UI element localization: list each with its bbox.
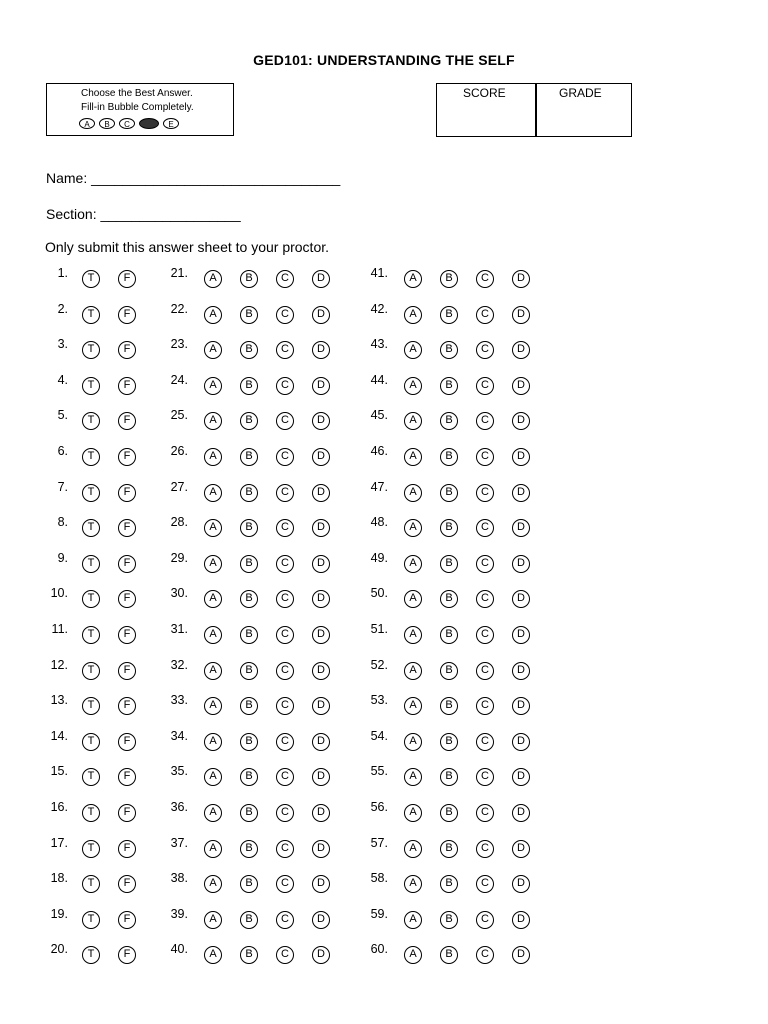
answer-bubble-52-d[interactable]: D: [512, 662, 530, 680]
answer-bubble-15-f[interactable]: F: [118, 768, 136, 786]
answer-bubble-16-t[interactable]: T: [82, 804, 100, 822]
question-number: 40.: [170, 942, 188, 957]
answer-bubble-24-d[interactable]: D: [312, 377, 330, 395]
answer-bubble-21-a[interactable]: A: [204, 270, 222, 288]
answer-bubble-27-a[interactable]: A: [204, 484, 222, 502]
answer-bubble-33-a[interactable]: A: [204, 697, 222, 715]
answer-bubble-59-c[interactable]: C: [476, 911, 494, 929]
answer-bubble-10-f[interactable]: F: [118, 590, 136, 608]
answer-bubble-54-b[interactable]: B: [440, 733, 458, 751]
answer-bubble-46-c[interactable]: C: [476, 448, 494, 466]
answer-bubble-56-d[interactable]: D: [512, 804, 530, 822]
answer-bubble-56-a[interactable]: A: [404, 804, 422, 822]
answer-bubble-33-b[interactable]: B: [240, 697, 258, 715]
answer-bubble-60-b[interactable]: B: [440, 946, 458, 964]
answer-bubble-18-t[interactable]: T: [82, 875, 100, 893]
answer-bubble-36-a[interactable]: A: [204, 804, 222, 822]
answer-bubble-52-c[interactable]: C: [476, 662, 494, 680]
answer-bubble-59-d[interactable]: D: [512, 911, 530, 929]
question-number: 30.: [170, 586, 188, 601]
example-bubble-d: [139, 118, 159, 129]
answer-bubble-26-a[interactable]: A: [204, 448, 222, 466]
answer-bubble-35-a[interactable]: A: [204, 768, 222, 786]
answer-bubble-38-c[interactable]: C: [276, 875, 294, 893]
instructions-box: [46, 83, 234, 136]
answer-bubble-29-d[interactable]: D: [312, 555, 330, 573]
answer-bubble-52-b[interactable]: B: [440, 662, 458, 680]
answer-bubble-27-b[interactable]: B: [240, 484, 258, 502]
answer-bubble-39-b[interactable]: B: [240, 911, 258, 929]
answer-bubble-42-c[interactable]: C: [476, 306, 494, 324]
answer-bubble-14-t[interactable]: T: [82, 733, 100, 751]
answer-bubble-6-f[interactable]: F: [118, 448, 136, 466]
answer-bubble-25-c[interactable]: C: [276, 412, 294, 430]
question-number: 24.: [170, 372, 188, 387]
question-number: 49.: [370, 550, 388, 565]
answer-bubble-54-c[interactable]: C: [476, 733, 494, 751]
question-number: 5.: [57, 408, 68, 423]
question-number: 51.: [370, 622, 388, 636]
answer-bubble-49-a[interactable]: A: [404, 555, 422, 573]
question-number: 52.: [370, 657, 388, 672]
answer-bubble-15-t[interactable]: T: [82, 768, 100, 786]
page-title: GED101: UNDERSTANDING THE SELF: [253, 52, 515, 68]
answer-bubble-22-a[interactable]: A: [204, 306, 222, 324]
question-number: 17.: [50, 835, 68, 850]
answer-bubble-24-b[interactable]: B: [240, 377, 258, 395]
answer-bubble-9-t[interactable]: T: [82, 555, 100, 573]
answer-bubble-51-c[interactable]: C: [476, 626, 494, 644]
answer-bubble-35-d[interactable]: D: [312, 768, 330, 786]
answer-bubble-34-b[interactable]: B: [240, 733, 258, 751]
answer-bubble-1-f[interactable]: F: [118, 270, 136, 288]
question-number: 12.: [50, 657, 68, 672]
question-number: 36.: [170, 800, 188, 814]
answer-bubble-48-b[interactable]: B: [440, 519, 458, 537]
answer-bubble-32-a[interactable]: A: [204, 662, 222, 680]
answer-bubble-11-t[interactable]: T: [82, 626, 100, 644]
answer-bubble-44-c[interactable]: C: [476, 377, 494, 395]
example-bubbles: [79, 118, 179, 129]
answer-bubble-28-c[interactable]: C: [276, 519, 294, 537]
question-number: 31.: [170, 622, 188, 636]
question-number: 47.: [370, 479, 388, 494]
question-number: 55.: [370, 764, 388, 779]
question-number: 44.: [370, 372, 388, 387]
answer-bubble-34-c[interactable]: C: [276, 733, 294, 751]
question-number: 48.: [370, 515, 388, 530]
answer-bubble-41-b[interactable]: B: [440, 270, 458, 288]
answer-bubble-42-b[interactable]: B: [440, 306, 458, 324]
answer-bubble-18-f[interactable]: F: [118, 875, 136, 893]
answer-bubble-41-c[interactable]: C: [476, 270, 494, 288]
answer-bubble-33-d[interactable]: D: [312, 697, 330, 715]
answer-bubble-28-b[interactable]: B: [240, 519, 258, 537]
question-number: 4.: [57, 372, 68, 387]
answer-bubble-47-a[interactable]: A: [404, 484, 422, 502]
answer-bubble-31-d[interactable]: D: [312, 626, 330, 644]
answer-bubble-55-b[interactable]: B: [440, 768, 458, 786]
answer-bubble-19-t[interactable]: T: [82, 911, 100, 929]
answer-bubble-47-c[interactable]: C: [476, 484, 494, 502]
question-number: 10.: [50, 586, 68, 601]
question-number: 16.: [50, 800, 68, 814]
answer-bubble-35-b[interactable]: B: [240, 768, 258, 786]
answer-bubble-43-b[interactable]: B: [440, 341, 458, 359]
answer-bubble-3-t[interactable]: T: [82, 341, 100, 359]
question-number: 22.: [170, 301, 188, 316]
answer-bubble-7-t[interactable]: T: [82, 484, 100, 502]
answer-bubble-22-c[interactable]: C: [276, 306, 294, 324]
answer-bubble-45-c[interactable]: C: [476, 412, 494, 430]
answer-bubble-21-d[interactable]: D: [312, 270, 330, 288]
answer-bubble-60-c[interactable]: C: [476, 946, 494, 964]
answer-bubble-29-b[interactable]: B: [240, 555, 258, 573]
answer-bubble-55-a[interactable]: A: [404, 768, 422, 786]
answer-bubble-24-a[interactable]: A: [204, 377, 222, 395]
question-number: 60.: [370, 942, 388, 957]
answer-bubble-27-d[interactable]: D: [312, 484, 330, 502]
answer-bubble-32-d[interactable]: D: [312, 662, 330, 680]
question-number: 11.: [51, 622, 68, 636]
example-bubble-a: A: [79, 118, 95, 129]
answer-bubble-7-f[interactable]: F: [118, 484, 136, 502]
answer-bubble-56-c[interactable]: C: [476, 804, 494, 822]
answer-bubble-59-b[interactable]: B: [440, 911, 458, 929]
answer-bubble-49-c[interactable]: C: [476, 555, 494, 573]
answer-bubble-33-c[interactable]: C: [276, 697, 294, 715]
answer-bubble-48-a[interactable]: A: [404, 519, 422, 537]
question-number: 45.: [370, 408, 388, 423]
question-number: 6.: [57, 444, 68, 458]
question-number: 34.: [170, 728, 188, 743]
question-number: 25.: [170, 408, 188, 423]
answer-bubble-55-c[interactable]: C: [476, 768, 494, 786]
answer-bubble-20-f[interactable]: F: [118, 946, 136, 964]
answer-bubble-26-d[interactable]: D: [312, 448, 330, 466]
answer-bubble-13-f[interactable]: F: [118, 697, 136, 715]
answer-bubble-45-a[interactable]: A: [404, 412, 422, 430]
answer-bubble-59-a[interactable]: A: [404, 911, 422, 929]
answer-bubble-17-f[interactable]: F: [118, 840, 136, 858]
answer-bubble-5-f[interactable]: F: [118, 412, 136, 430]
answer-bubble-31-a[interactable]: A: [204, 626, 222, 644]
example-bubble-c: C: [119, 118, 135, 129]
answer-bubble-27-c[interactable]: C: [276, 484, 294, 502]
score-label: SCORE: [463, 86, 506, 100]
answer-bubble-50-b[interactable]: B: [440, 590, 458, 608]
answer-bubble-57-c[interactable]: C: [476, 840, 494, 858]
answer-bubble-2-f[interactable]: F: [118, 306, 136, 324]
answer-bubble-48-d[interactable]: D: [512, 519, 530, 537]
answer-bubble-37-d[interactable]: D: [312, 840, 330, 858]
example-bubble-b: B: [99, 118, 115, 129]
answer-bubble-28-a[interactable]: A: [204, 519, 222, 537]
answer-bubble-43-a[interactable]: A: [404, 341, 422, 359]
answer-bubble-11-f[interactable]: F: [118, 626, 136, 644]
answer-bubble-20-t[interactable]: T: [82, 946, 100, 964]
answer-bubble-39-c[interactable]: C: [276, 911, 294, 929]
answer-bubble-4-f[interactable]: F: [118, 377, 136, 395]
answer-bubble-30-d[interactable]: D: [312, 590, 330, 608]
question-number: 15.: [50, 764, 68, 779]
score-grade-box: [436, 83, 632, 137]
answer-bubble-43-d[interactable]: D: [512, 341, 530, 359]
answer-bubble-37-c[interactable]: C: [276, 840, 294, 858]
answer-bubble-47-b[interactable]: B: [440, 484, 458, 502]
score-cell: [437, 84, 535, 136]
question-number: 9.: [57, 550, 68, 565]
answer-bubble-54-d[interactable]: D: [512, 733, 530, 751]
question-number: 53.: [370, 693, 388, 708]
answer-bubble-44-d[interactable]: D: [512, 377, 530, 395]
answer-bubble-19-f[interactable]: F: [118, 911, 136, 929]
question-number: 50.: [370, 586, 388, 601]
question-number: 33.: [170, 693, 188, 708]
answer-bubble-24-c[interactable]: C: [276, 377, 294, 395]
answer-bubble-35-c[interactable]: C: [276, 768, 294, 786]
answer-bubble-30-a[interactable]: A: [204, 590, 222, 608]
question-number: 35.: [170, 764, 188, 779]
answer-bubble-50-c[interactable]: C: [476, 590, 494, 608]
question-number: 57.: [370, 835, 388, 850]
question-number: 26.: [170, 444, 188, 458]
question-number: 3.: [57, 337, 68, 352]
question-number: 27.: [170, 479, 188, 494]
answer-bubble-40-a[interactable]: A: [204, 946, 222, 964]
answer-bubble-58-d[interactable]: D: [512, 875, 530, 893]
question-number: 29.: [170, 550, 188, 565]
answer-bubble-8-f[interactable]: F: [118, 519, 136, 537]
question-number: 2.: [57, 301, 68, 316]
answer-bubble-58-a[interactable]: A: [404, 875, 422, 893]
answer-bubble-29-c[interactable]: C: [276, 555, 294, 573]
answer-bubble-48-c[interactable]: C: [476, 519, 494, 537]
answer-bubble-23-a[interactable]: A: [204, 341, 222, 359]
answer-bubble-42-a[interactable]: A: [404, 306, 422, 324]
instruction-choose: Choose the Best Answer.: [81, 88, 193, 99]
answer-bubble-45-d[interactable]: D: [512, 412, 530, 430]
answer-bubble-53-c[interactable]: C: [476, 697, 494, 715]
answer-bubble-41-d[interactable]: D: [512, 270, 530, 288]
question-number: 38.: [170, 871, 188, 886]
answer-bubble-51-a[interactable]: A: [404, 626, 422, 644]
answer-bubble-14-f[interactable]: F: [118, 733, 136, 751]
answer-bubble-50-a[interactable]: A: [404, 590, 422, 608]
answer-bubble-4-t[interactable]: T: [82, 377, 100, 395]
question-number: 42.: [370, 301, 388, 316]
answer-bubble-1-t[interactable]: T: [82, 270, 100, 288]
question-number: 46.: [370, 444, 388, 458]
answer-bubble-36-b[interactable]: B: [240, 804, 258, 822]
answer-bubble-41-a[interactable]: A: [404, 270, 422, 288]
question-number: 28.: [170, 515, 188, 530]
answer-bubble-60-a[interactable]: A: [404, 946, 422, 964]
answer-bubble-28-d[interactable]: D: [312, 519, 330, 537]
answer-bubble-34-a[interactable]: A: [204, 733, 222, 751]
answer-bubble-56-b[interactable]: B: [440, 804, 458, 822]
name-field[interactable]: Name: ________________________________: [46, 170, 341, 186]
question-number: 32.: [170, 657, 188, 672]
answer-bubble-53-a[interactable]: A: [404, 697, 422, 715]
answer-bubble-51-b[interactable]: B: [440, 626, 458, 644]
answer-bubble-12-t[interactable]: T: [82, 662, 100, 680]
answer-bubble-38-b[interactable]: B: [240, 875, 258, 893]
answer-bubble-21-b[interactable]: B: [240, 270, 258, 288]
answer-bubble-5-t[interactable]: T: [82, 412, 100, 430]
question-number: 7.: [57, 479, 68, 494]
answer-bubble-49-d[interactable]: D: [512, 555, 530, 573]
answer-bubble-46-a[interactable]: A: [404, 448, 422, 466]
answer-bubble-21-c[interactable]: C: [276, 270, 294, 288]
question-number: 59.: [370, 906, 388, 921]
answer-bubble-22-b[interactable]: B: [240, 306, 258, 324]
grade-cell: [535, 84, 631, 136]
question-number: 56.: [370, 800, 388, 814]
answer-bubble-26-b[interactable]: B: [240, 448, 258, 466]
answer-bubble-23-d[interactable]: D: [312, 341, 330, 359]
question-number: 20.: [50, 942, 68, 957]
answer-bubble-34-d[interactable]: D: [312, 733, 330, 751]
answer-bubble-40-d[interactable]: D: [312, 946, 330, 964]
question-number: 23.: [170, 337, 188, 352]
question-number: 21.: [170, 266, 188, 280]
answer-bubble-55-d[interactable]: D: [512, 768, 530, 786]
answer-bubble-2-t[interactable]: T: [82, 306, 100, 324]
answer-bubble-36-c[interactable]: C: [276, 804, 294, 822]
grade-label: GRADE: [559, 86, 602, 100]
answer-bubble-52-a[interactable]: A: [404, 662, 422, 680]
answer-bubble-16-f[interactable]: F: [118, 804, 136, 822]
question-number: 41.: [370, 266, 388, 280]
answer-bubble-53-d[interactable]: D: [512, 697, 530, 715]
answer-bubble-30-b[interactable]: B: [240, 590, 258, 608]
answer-bubble-3-f[interactable]: F: [118, 341, 136, 359]
answer-bubble-37-b[interactable]: B: [240, 840, 258, 858]
question-number: 18.: [50, 871, 68, 886]
question-number: 54.: [370, 728, 388, 743]
submission-note: Only submit this answer sheet to your proctor.: [45, 239, 330, 255]
answer-bubble-44-a[interactable]: A: [404, 377, 422, 395]
question-number: 37.: [170, 835, 188, 850]
question-number: 1.: [57, 266, 68, 280]
answer-bubble-60-d[interactable]: D: [512, 946, 530, 964]
answer-bubble-39-a[interactable]: A: [204, 911, 222, 929]
answer-bubble-58-b[interactable]: B: [440, 875, 458, 893]
answer-bubble-46-b[interactable]: B: [440, 448, 458, 466]
answer-bubble-26-c[interactable]: C: [276, 448, 294, 466]
answer-bubble-57-a[interactable]: A: [404, 840, 422, 858]
answer-bubble-31-b[interactable]: B: [240, 626, 258, 644]
answer-bubble-32-b[interactable]: B: [240, 662, 258, 680]
answer-bubble-25-d[interactable]: D: [312, 412, 330, 430]
answer-bubble-9-f[interactable]: F: [118, 555, 136, 573]
answer-bubble-40-b[interactable]: B: [240, 946, 258, 964]
answer-bubble-25-b[interactable]: B: [240, 412, 258, 430]
answer-bubble-31-c[interactable]: C: [276, 626, 294, 644]
answer-bubble-23-c[interactable]: C: [276, 341, 294, 359]
answer-bubble-13-t[interactable]: T: [82, 697, 100, 715]
answer-bubble-51-d[interactable]: D: [512, 626, 530, 644]
question-number: 19.: [50, 906, 68, 921]
answer-bubble-42-d[interactable]: D: [512, 306, 530, 324]
question-number: 43.: [370, 337, 388, 352]
question-number: 8.: [57, 515, 68, 530]
answer-bubble-23-b[interactable]: B: [240, 341, 258, 359]
answer-bubble-54-a[interactable]: A: [404, 733, 422, 751]
answer-bubble-8-t[interactable]: T: [82, 519, 100, 537]
answer-bubble-44-b[interactable]: B: [440, 377, 458, 395]
answer-bubble-53-b[interactable]: B: [440, 697, 458, 715]
answer-bubble-25-a[interactable]: A: [204, 412, 222, 430]
question-number: 13.: [50, 693, 68, 708]
answer-bubble-36-d[interactable]: D: [312, 804, 330, 822]
answer-bubble-43-c[interactable]: C: [476, 341, 494, 359]
example-bubble-e: E: [163, 118, 179, 129]
answer-bubble-22-d[interactable]: D: [312, 306, 330, 324]
answer-bubble-12-f[interactable]: F: [118, 662, 136, 680]
section-field[interactable]: Section: __________________: [46, 206, 241, 222]
answer-bubble-37-a[interactable]: A: [204, 840, 222, 858]
answer-bubble-57-d[interactable]: D: [512, 840, 530, 858]
answer-bubble-58-c[interactable]: C: [476, 875, 494, 893]
answer-bubble-38-a[interactable]: A: [204, 875, 222, 893]
answer-bubble-49-b[interactable]: B: [440, 555, 458, 573]
question-number: 39.: [170, 906, 188, 921]
answer-bubble-39-d[interactable]: D: [312, 911, 330, 929]
answer-bubble-29-a[interactable]: A: [204, 555, 222, 573]
answer-bubble-6-t[interactable]: T: [82, 448, 100, 466]
answer-bubble-38-d[interactable]: D: [312, 875, 330, 893]
answer-bubble-45-b[interactable]: B: [440, 412, 458, 430]
answer-bubble-47-d[interactable]: D: [512, 484, 530, 502]
answer-bubble-10-t[interactable]: T: [82, 590, 100, 608]
question-number: 58.: [370, 871, 388, 886]
answer-bubble-32-c[interactable]: C: [276, 662, 294, 680]
answer-bubble-40-c[interactable]: C: [276, 946, 294, 964]
question-number: 14.: [50, 728, 68, 743]
answer-bubble-30-c[interactable]: C: [276, 590, 294, 608]
answer-bubble-17-t[interactable]: T: [82, 840, 100, 858]
answer-bubble-46-d[interactable]: D: [512, 448, 530, 466]
answer-bubble-57-b[interactable]: B: [440, 840, 458, 858]
instruction-fill: Fill-in Bubble Completely.: [81, 102, 194, 113]
answer-bubble-50-d[interactable]: D: [512, 590, 530, 608]
